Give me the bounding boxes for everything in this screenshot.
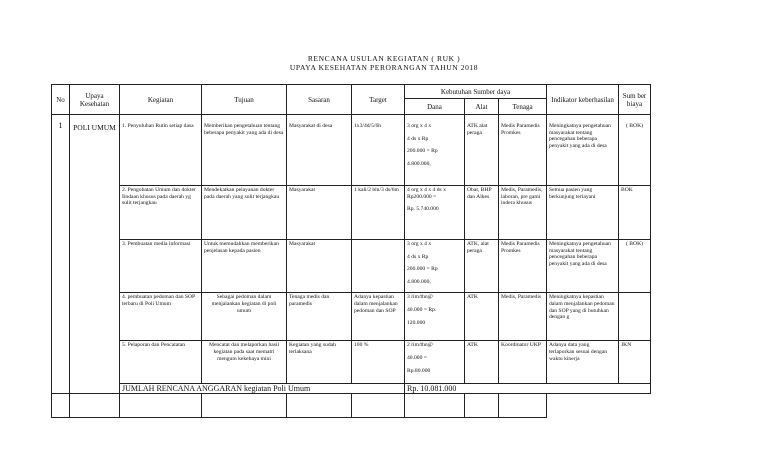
table-row	[52, 240, 651, 293]
dana-line: 4 ds x Rp	[407, 253, 429, 260]
sumber-cell: JKN	[619, 341, 651, 384]
indikator-cell: Semua pasien yang berkunjung terlayani	[547, 186, 619, 240]
sumber-cell: ( BOK)	[619, 240, 651, 293]
sumber-cell	[619, 293, 651, 341]
empty-cell	[405, 394, 465, 418]
tenaga-cell: Medis, Paramedis	[499, 293, 547, 341]
alat-cell: ATK	[465, 293, 499, 341]
target-cell: 1x3/4d/5/6h	[352, 115, 405, 186]
dana-cell	[405, 341, 465, 384]
table-row	[52, 115, 651, 186]
table-row	[52, 293, 651, 341]
dana-cell	[405, 186, 465, 240]
indikator-cell: Adanya data yang terlaporkan sesuai dengan waktu kinerja	[547, 341, 619, 384]
empty-cell	[287, 394, 352, 418]
indikator-cell: Meningkatnya pengetahuan masyarakat tentang pencegahan beberapa penyakit yang ada di desa	[547, 115, 619, 186]
document-subtitle: UPAYA KESEHATAN PERORANGAN TAHUN 2018	[289, 63, 479, 72]
dana-line: 120.000	[407, 319, 426, 326]
header-indikator: Indikator keberhasilan	[547, 85, 619, 115]
sasaran-cell: Tenaga medis dan paramedis	[287, 293, 352, 341]
table-row	[52, 186, 651, 240]
dana-line: Rp. 5.740.000	[407, 206, 439, 213]
header-tenaga: Tenaga	[499, 99, 547, 115]
total-row	[52, 384, 651, 394]
alat-cell: ATK, alat peraga	[465, 240, 499, 293]
empty-cell	[120, 394, 202, 418]
tujuan-cell: Memberikan pengetahuan tentang beberapa penyakit yang ada di desa	[202, 115, 287, 186]
total-value: Rp. 10.081.000	[405, 384, 651, 394]
sasaran-cell: Masyarakat	[287, 186, 352, 240]
tujuan-cell: Sebagai pedoman dalam menjalankan kegiatan di poli umum	[202, 293, 287, 341]
empty-cell	[52, 394, 70, 418]
dana-line: 3 org x 4 x	[407, 123, 432, 129]
section-upaya: POLI UMUM	[70, 115, 120, 394]
dana-cell	[405, 240, 465, 293]
kegiatan-cell: 3. Pembuatan media informasi	[120, 240, 202, 293]
tenaga-cell: Koordinator UKP	[499, 341, 547, 384]
dana-line: 3 org x 4 x	[407, 241, 432, 247]
header-upaya: Upaya Kesehatan	[70, 85, 120, 115]
empty-cell	[352, 394, 405, 418]
tujuan-cell: Mendekatkan pelayanan dokter pada daerah yang sulit terjangkau	[202, 186, 287, 240]
dana-line: 4.800.000,	[407, 278, 431, 285]
dana-line: 200.000 = Rp	[407, 266, 438, 273]
tenaga-cell: Medis Paramedis Promkes	[499, 115, 547, 186]
header-sasaran: Sasaran	[287, 85, 352, 115]
header-kebutuhan: Kebutuhan Sumber daya	[405, 85, 547, 99]
dana-cell	[405, 115, 465, 186]
indikator-cell: Meningkatnya pengetahuan masyarakat tentang pencegahan beberapa penyakit yang ada di desa	[547, 240, 619, 293]
header-target: Target	[352, 85, 405, 115]
table-row-empty	[52, 394, 651, 418]
dana-line: 4 ds x Rp	[407, 135, 429, 142]
sumber-cell: BOK	[619, 186, 651, 240]
tujuan-cell: Untuk memudahkan memberikan penjelasan kepada pasien	[202, 240, 287, 293]
alat-cell: Obat, BHP dan Alkes	[465, 186, 499, 240]
table-row	[52, 341, 651, 384]
dana-line: 40.000 =	[407, 354, 427, 361]
header-row-top	[52, 85, 651, 99]
indikator-cell: Meningkatnya kepastian dalam menjalankan pedoman dan SOP yang di butuhkan dengan g	[547, 293, 619, 341]
header-kegiatan: Kegiatan	[120, 85, 202, 115]
dana-line: 4.800.000,	[407, 160, 431, 167]
dana-line: 3 rim/thn@	[407, 294, 433, 301]
total-label: JUMLAH RENCANA ANGGARAN kegiatan Poli Umum	[120, 384, 405, 394]
header-tujuan: Tujuan	[202, 85, 287, 115]
sumber-cell: ( BOK)	[619, 115, 651, 186]
header-no: No	[52, 85, 70, 115]
tujuan-cell: Mencatat dan melaporkan hasil kegiatan pada saat mematri mengum kekebaya mini	[202, 341, 287, 384]
kegiatan-cell: 5. Pelaporan dan Pencatatan	[120, 341, 202, 384]
ruk-table	[51, 84, 651, 418]
alat-cell: ATK	[465, 341, 499, 384]
target-cell: 100 %	[352, 341, 405, 384]
dana-cell	[405, 293, 465, 341]
header-dana: Dana	[405, 99, 465, 115]
sasaran-cell: Masyarakat	[287, 240, 352, 293]
section-number: 1	[52, 115, 70, 394]
dana-line: 4 org x 4 x 4 ds x Rp200.000 =	[407, 187, 446, 200]
dana-line: 40.000 = Rp.	[407, 306, 437, 313]
empty-cell	[70, 394, 120, 418]
sasaran-cell: Masyarakat di desa	[287, 115, 352, 186]
tenaga-cell: Medis, Paramedis, laboran, pre gami indera khusus	[499, 186, 547, 240]
dana-line: 200.000 = Rp	[407, 148, 438, 155]
dana-line: 2 rim/thn@	[407, 342, 433, 349]
kegiatan-cell: 1. Penyuluhan Rutin setiap dasa	[120, 115, 202, 186]
alat-cell: ATK alat peraga	[465, 115, 499, 186]
target-cell: 1 kali/2 bln/3 ds/6m	[352, 186, 405, 240]
dana-line: Rp.80.000	[407, 367, 431, 374]
header-sumber: Sum ber biaya	[619, 85, 651, 115]
empty-cell	[465, 394, 499, 418]
empty-cell	[499, 394, 547, 418]
kegiatan-cell: 2. Pengobatan Umum dan dokter Iindaan khusus pada daerah yg sulit terjangkau	[120, 186, 202, 240]
header-alat: Alat	[465, 99, 499, 115]
tenaga-cell: Medis Paramedis Promkes	[499, 240, 547, 293]
sasaran-cell: Kegiatan yang sudah terlaksana	[287, 341, 352, 384]
target-cell	[352, 240, 405, 293]
empty-cell	[202, 394, 287, 418]
kegiatan-cell: 4. pembuatan pedoman dan SOP terbaru di Poli Umum	[120, 293, 202, 341]
document-title: RENCANA USULAN KEGIATAN ( RUK )	[307, 54, 461, 63]
target-cell: Adanya kepastian dalam menjalankan pedoman dan SOP	[352, 293, 405, 341]
